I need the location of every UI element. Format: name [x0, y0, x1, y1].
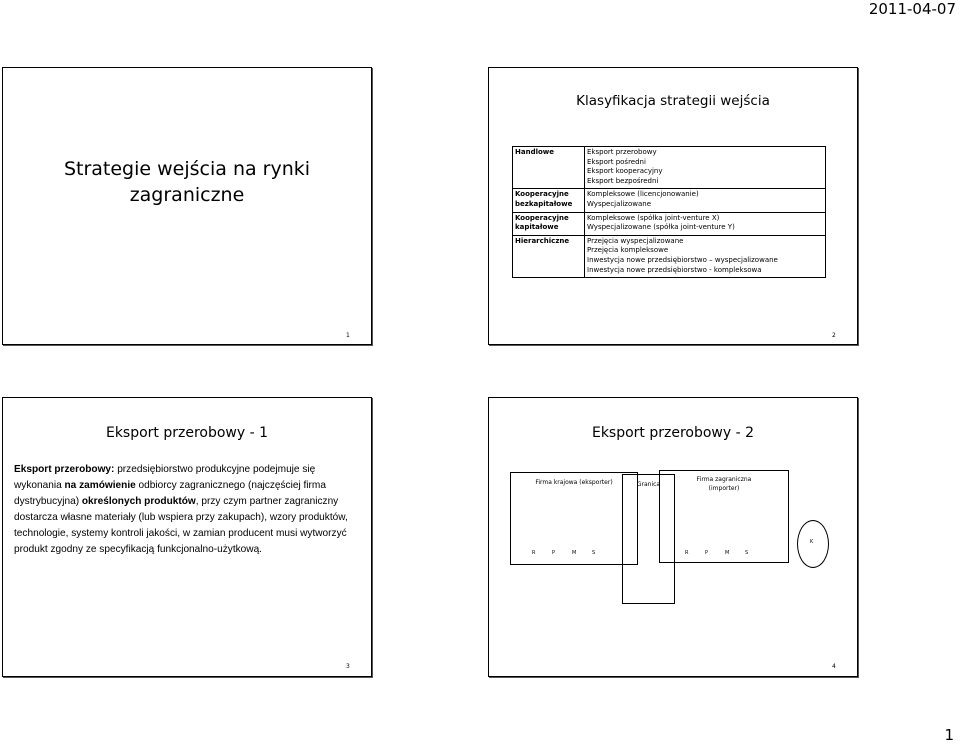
slide-1-title-line2: zagraniczne [129, 184, 245, 206]
border-label: Granica [636, 481, 661, 488]
slide-1-title-line1: Strategie wejścia na rynki [63, 158, 311, 180]
slide-2 [488, 67, 858, 345]
item: Eksport kooperacyjny [587, 167, 663, 176]
item: Wyspecjalizowane [587, 199, 652, 208]
customer-circle [797, 520, 829, 568]
page-number: 1 [944, 726, 954, 744]
letter: M [725, 550, 730, 556]
importer-label [660, 475, 788, 493]
strategy-classification-table [512, 146, 826, 278]
category-cell: Handlowe [513, 147, 585, 189]
item: Kompleksowe (licencjonowanie) [587, 190, 699, 199]
letter: M [572, 550, 577, 556]
importer-label-line2: (importer) [708, 485, 740, 492]
letter: S [592, 550, 596, 556]
items-cell [585, 212, 826, 235]
exporter-box [510, 472, 638, 565]
slide-3 [2, 397, 372, 677]
table-row [513, 189, 826, 212]
header-date: 2011-04-07 [868, 0, 956, 18]
slide-3-body [14, 462, 349, 558]
customer-label: K [810, 539, 814, 545]
category-cell: Hierarchiczne [513, 235, 585, 277]
item: Inwestycja nowe przedsiębiorstwo – wyspecjalizowane [587, 255, 778, 264]
item: Wyspecjalizowane (spółka joint-venture Y) [587, 223, 735, 232]
item: Eksport pośredni [587, 157, 646, 166]
items-cell [585, 147, 826, 189]
slide-number: 2 [832, 332, 836, 339]
body-bold: na zamówienie [64, 480, 136, 491]
letter: P [705, 550, 709, 556]
slide-number: 1 [346, 332, 350, 339]
slide-4-title: Eksport przerobowy - 2 [591, 425, 755, 441]
slide-3-title: Eksport przerobowy - 1 [105, 425, 269, 441]
table-row [513, 212, 826, 235]
letter: P [552, 550, 556, 556]
item: Kompleksowe (spółka joint-venture X) [587, 213, 720, 222]
slide-number: 4 [832, 663, 836, 670]
category-cell: Kooperacyjne bezkapitałowe [513, 189, 585, 212]
letter: S [745, 550, 749, 556]
letter: R [685, 550, 689, 556]
slide-4 [488, 397, 858, 677]
importer-label-line1: Firma zagraniczna [696, 476, 752, 483]
item: Przejęcia wyspecjalizowane [587, 236, 684, 245]
body-text: , przy czym partner zagraniczny dostarcza własne materiały (lub wspiera przy zakupach), wzory produktów, technologie, systemy kontroli jakości, w zamian producent musi wytworzyć produkt zgodny ze specyfikacją funkcjonalno-użytkową. [14, 496, 348, 555]
slide-number: 3 [346, 663, 350, 670]
body-text: przedsiębiorstwo produkcyjne podejmuje się wykonania [14, 464, 316, 491]
items-cell [585, 235, 826, 277]
letter: R [532, 550, 536, 556]
definition-term: Eksport przerobowy: [14, 464, 115, 475]
slide-2-title: Klasyfikacja strategii wejścia [576, 93, 770, 109]
item: Eksport przerobowy [587, 148, 657, 156]
slide-1 [2, 67, 372, 345]
items-cell [585, 189, 826, 212]
importer-box [659, 470, 789, 563]
exporter-label: Firma krajowa (eksporter) [535, 479, 613, 486]
item: Eksport bezpośredni [587, 176, 659, 185]
body-text: odbiorcy zagranicznego (najczęściej firma dystrybucyjna) [14, 480, 326, 507]
table-row [513, 235, 826, 277]
category-cell: Kooperacyjne kapitałowe [513, 212, 585, 235]
table-row [513, 147, 826, 189]
item: Inwestycja nowe przedsiębiorstwo - kompleksowa [587, 265, 762, 274]
item: Przejęcia kompleksowe [587, 246, 669, 255]
slide-1-title [3, 156, 371, 208]
body-bold: określonych produktów [81, 496, 196, 507]
